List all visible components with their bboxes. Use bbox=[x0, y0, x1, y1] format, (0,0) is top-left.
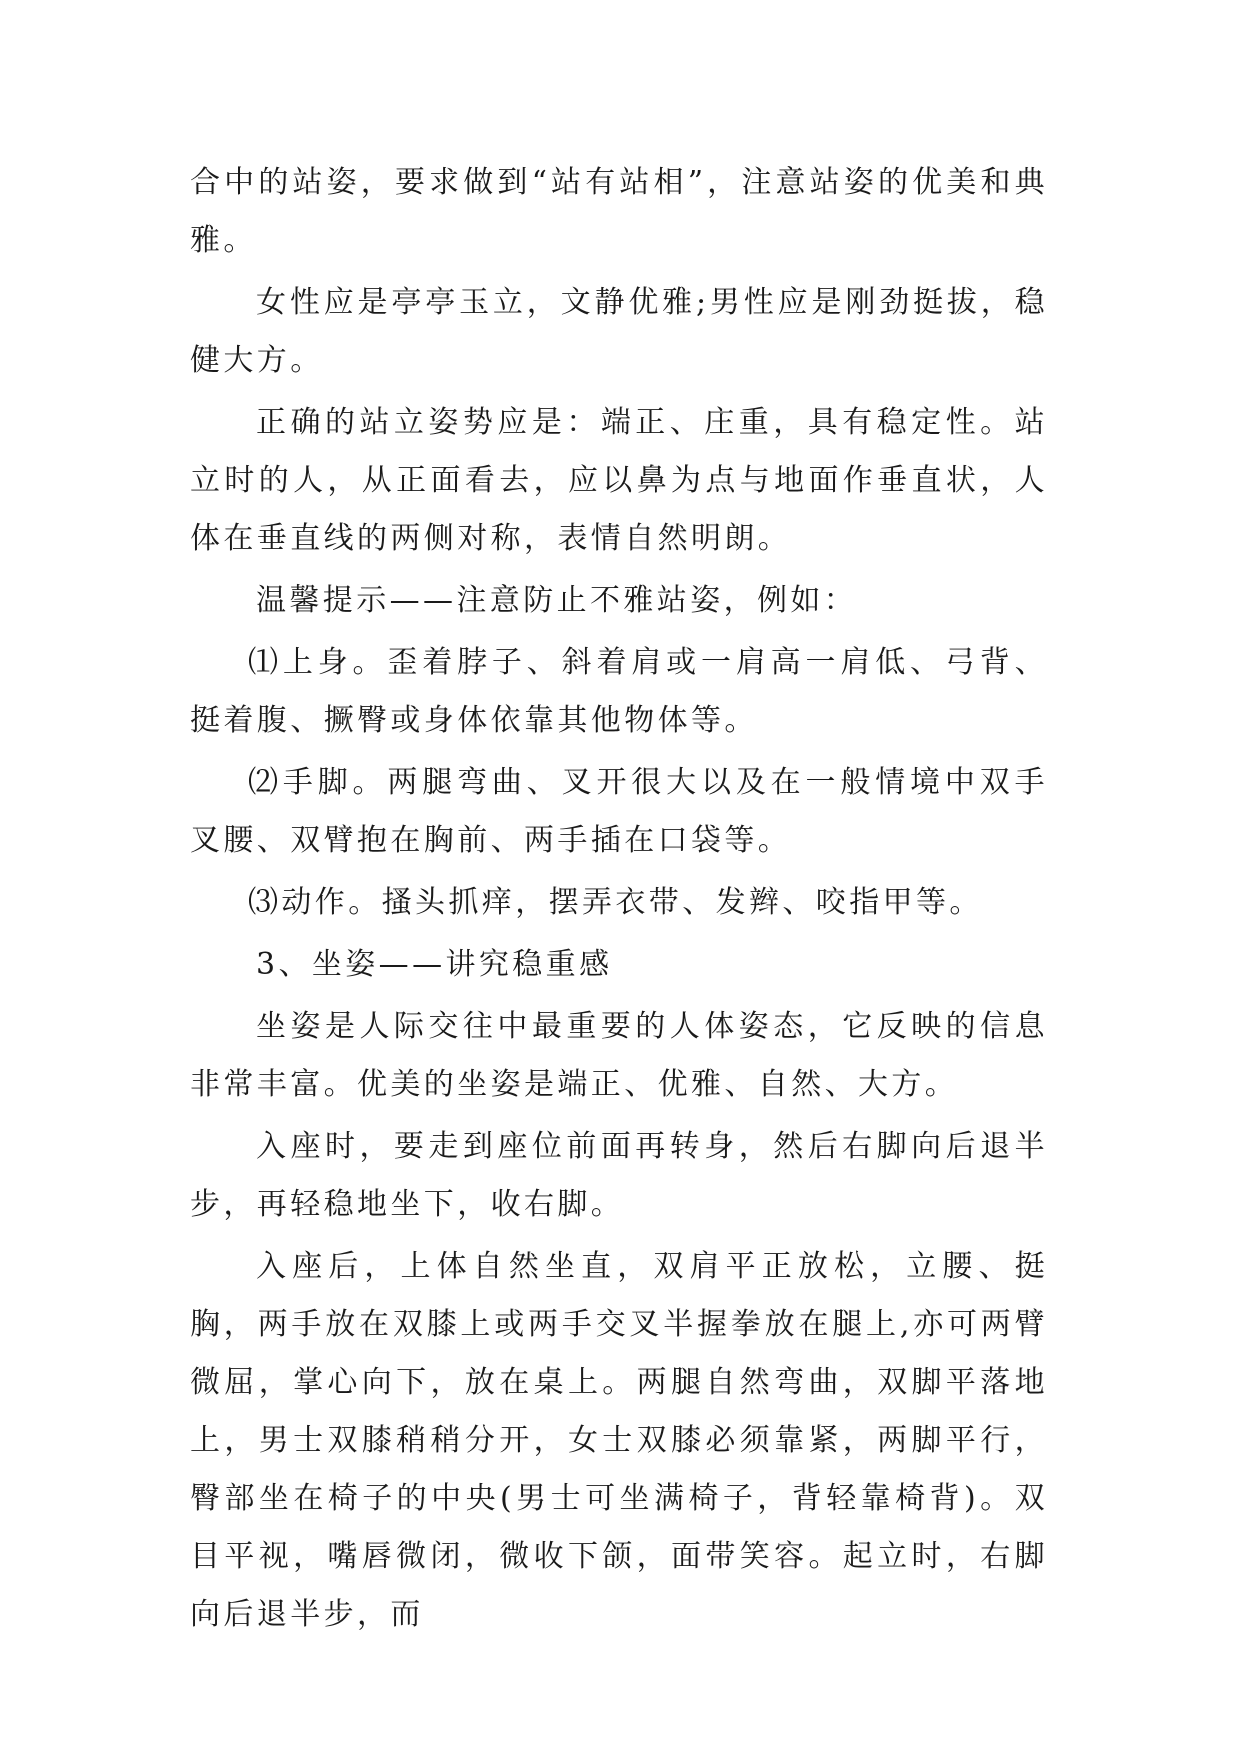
paragraph-sitting-intro: 坐姿是人际交往中最重要的人体姿态，它反映的信息非常丰富。优美的坐姿是端正、优雅、自然、大方。 bbox=[190, 1009, 1048, 1102]
document-page bbox=[190, 154, 1048, 1648]
section-heading-sitting-posture: 3、坐姿——讲究稳重感 bbox=[256, 947, 613, 982]
paragraph-correct-standing: 正确的站立姿势应是：端正、庄重，具有稳定性。站立时的人，从正面看去，应以鼻为点与地面作垂直状，人体在垂直线的两侧对称，表情自然明朗。 bbox=[190, 405, 1048, 556]
paragraph-after-seated: 入座后，上体自然坐直，双肩平正放松，立腰、挺胸，两手放在双膝上或两手交叉半握拳放在腿上,亦可两臂微屈，掌心向下，放在桌上。两腿自然弯曲，双脚平落地上，男士双膝稍稍分开，女士双膝必须靠紧，两脚平行，臀部坐在椅子的中央(男士可坐满椅子，背轻靠椅背)。双目平视，嘴唇微闭，微收下颌，面带笑容。起立时，右脚向后退半步，而 bbox=[190, 1249, 1048, 1632]
paragraph-tip-heading: 温馨提示——注意防止不雅站姿，例如： bbox=[256, 583, 858, 618]
paragraph-standing-posture-intro: 合中的站姿，要求做到“站有站相”，注意站姿的优美和典雅。 bbox=[190, 165, 1048, 258]
list-item-actions: ⑶动作。搔头抓痒，摆弄衣带、发辫、咬指甲等。 bbox=[248, 885, 983, 920]
list-item-hands-feet: ⑵手脚。两腿弯曲、叉开很大以及在一般情境中双手叉腰、双臂抱在胸前、两手插在口袋等。 bbox=[190, 765, 1048, 858]
paragraph-taking-seat: 入座时，要走到座位前面再转身，然后右脚向后退半步，再轻稳地坐下，收右脚。 bbox=[190, 1129, 1048, 1222]
paragraph-gender-posture: 女性应是亭亭玉立，文静优雅;男性应是刚劲挺拔，稳健大方。 bbox=[190, 285, 1048, 378]
list-item-upper-body: ⑴上身。歪着脖子、斜着肩或一肩高一肩低、弓背、挺着腹、撅臀或身体依靠其他物体等。 bbox=[190, 645, 1048, 738]
